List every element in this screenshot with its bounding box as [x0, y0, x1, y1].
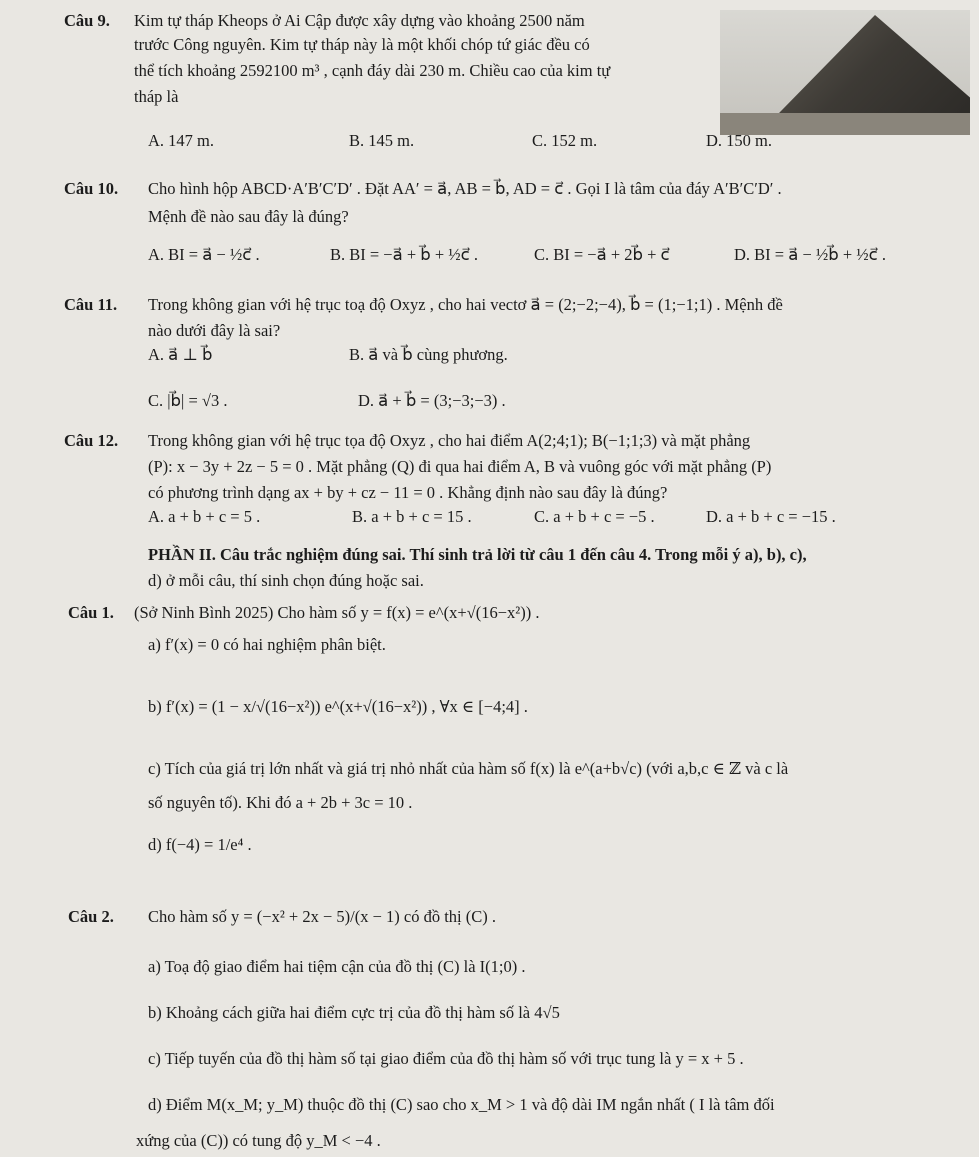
q10-option-d: D. BI = a⃗ − ½b⃗ + ½c⃗ . — [734, 245, 886, 264]
q12-option-a: A. a + b + c = 5 . — [148, 507, 261, 526]
q11-option-c: C. |b⃗| = √3 . — [148, 391, 228, 410]
part2-heading: PHẦN II. Câu trắc nghiệm đúng sai. Thí sinh trả lời từ câu 1 đến câu 4. Trong mỗi ý a), b), c), — [148, 545, 807, 564]
q11-line-1: Trong không gian với hệ trục toạ độ Oxyz , cho hai vectơ a⃗ = (2;−2;−4), b⃗ = (1;−1;1) . Mệnh đề — [148, 295, 783, 314]
part2-line-2: d) ở mỗi câu, thí sinh chọn đúng hoặc sai. — [148, 571, 424, 590]
p2-item-c: c) Tiếp tuyến của đồ thị hàm số tại giao điểm của đồ thị hàm số với trục tung là y = x + 5 . — [148, 1049, 744, 1068]
q12-number: Câu 12. — [64, 431, 119, 450]
q9-line-1: Kim tự tháp Kheops ở Ai Cập được xây dựng vào khoảng 2500 năm — [134, 11, 585, 30]
q12-option-c: C. a + b + c = −5 . — [534, 507, 655, 526]
q9-option-d: D. 150 m. — [706, 131, 772, 150]
p1-number: Câu 1. — [68, 603, 114, 622]
p2-item-d-line-2: xứng của (C)) có tung độ y_M < −4 . — [136, 1131, 381, 1150]
pyramid-photo — [720, 10, 970, 135]
q9-option-c: C. 152 m. — [532, 131, 598, 150]
q11-number: Câu 11. — [64, 295, 118, 314]
p2-number: Câu 2. — [68, 907, 114, 926]
q12-line-3: có phương trình dạng ax + by + cz − 11 = 0 . Khẳng định nào sau đây là đúng? — [148, 483, 668, 502]
q12-option-d: D. a + b + c = −15 . — [706, 507, 836, 526]
q9-number: Câu 9. — [64, 11, 110, 30]
q10-option-c: C. BI = −a⃗ + 2b⃗ + c⃗ — [534, 245, 670, 264]
q9-line-3: thể tích khoảng 2592100 m³ , cạnh đáy dài 230 m. Chiều cao của kim tự — [134, 61, 611, 80]
q11-option-b: B. a⃗ và b⃗ cùng phương. — [349, 345, 508, 364]
q12-line-1: Trong không gian với hệ trục tọa độ Oxyz , cho hai điểm A(2;4;1); B(−1;1;3) và mặt phẳng — [148, 431, 751, 450]
q11-option-d: D. a⃗ + b⃗ = (3;−3;−3) . — [358, 391, 506, 410]
q10-line-1: Cho hình hộp ABCD·A′B′C′D′ . Đặt AA′ = a⃗, AB = b⃗, AD = c⃗ . Gọi I là tâm của đáy A′B′C′D′ . — [148, 179, 782, 198]
p1-item-a: a) f′(x) = 0 có hai nghiệm phân biệt. — [148, 635, 386, 654]
p1-item-c-line-2: số nguyên tố). Khi đó a + 2b + 3c = 10 . — [148, 793, 413, 812]
q12-option-b: B. a + b + c = 15 . — [352, 507, 472, 526]
p2-item-a: a) Toạ độ giao điểm hai tiệm cận của đồ thị (C) là I(1;0) . — [148, 957, 526, 976]
q10-option-a: A. BI = a⃗ − ½c⃗ . — [148, 245, 260, 264]
q10-line-2: Mệnh đề nào sau đây là đúng? — [148, 207, 349, 226]
q9-option-b: B. 145 m. — [349, 131, 415, 150]
p2-stem: Cho hàm số y = (−x² + 2x − 5)/(x − 1) có đồ thị (C) . — [148, 907, 496, 926]
q9-line-4: tháp là — [134, 87, 179, 106]
q11-option-a: A. a⃗ ⊥ b⃗ — [148, 345, 213, 364]
p2-item-d-line-1: d) Điểm M(x_M; y_M) thuộc đồ thị (C) sao cho x_M > 1 và độ dài IM ngắn nhất ( I là tâm đối — [148, 1095, 775, 1114]
q11-line-2: nào dưới đây là sai? — [148, 321, 281, 340]
p1-stem: (Sở Ninh Bình 2025) Cho hàm số y = f(x) = e^(x+√(16−x²)) . — [134, 603, 540, 622]
q9-option-a: A. 147 m. — [148, 131, 214, 150]
p1-item-d: d) f(−4) = 1/e⁴ . — [148, 835, 252, 854]
q9-line-2: trước Công nguyên. Kim tự tháp này là một khối chóp tứ giác đều có — [134, 35, 590, 54]
q10-number: Câu 10. — [64, 179, 119, 198]
p1-item-c-line-1: c) Tích của giá trị lớn nhất và giá trị nhỏ nhất của hàm số f(x) là e^(a+b√c) (với a,b,c ∈ ℤ và c là — [148, 759, 789, 778]
p1-item-b: b) f′(x) = (1 − x/√(16−x²)) e^(x+√(16−x²)) , ∀x ∈ [−4;4] . — [148, 697, 528, 716]
p2-item-b: b) Khoảng cách giữa hai điểm cực trị của đồ thị hàm số là 4√5 — [148, 1003, 560, 1022]
q12-line-2: (P): x − 3y + 2z − 5 = 0 . Mặt phẳng (Q) đi qua hai điểm A, B và vuông góc với mặt phẳng (P) — [148, 457, 772, 476]
q10-option-b: B. BI = −a⃗ + b⃗ + ½c⃗ . — [330, 245, 479, 264]
